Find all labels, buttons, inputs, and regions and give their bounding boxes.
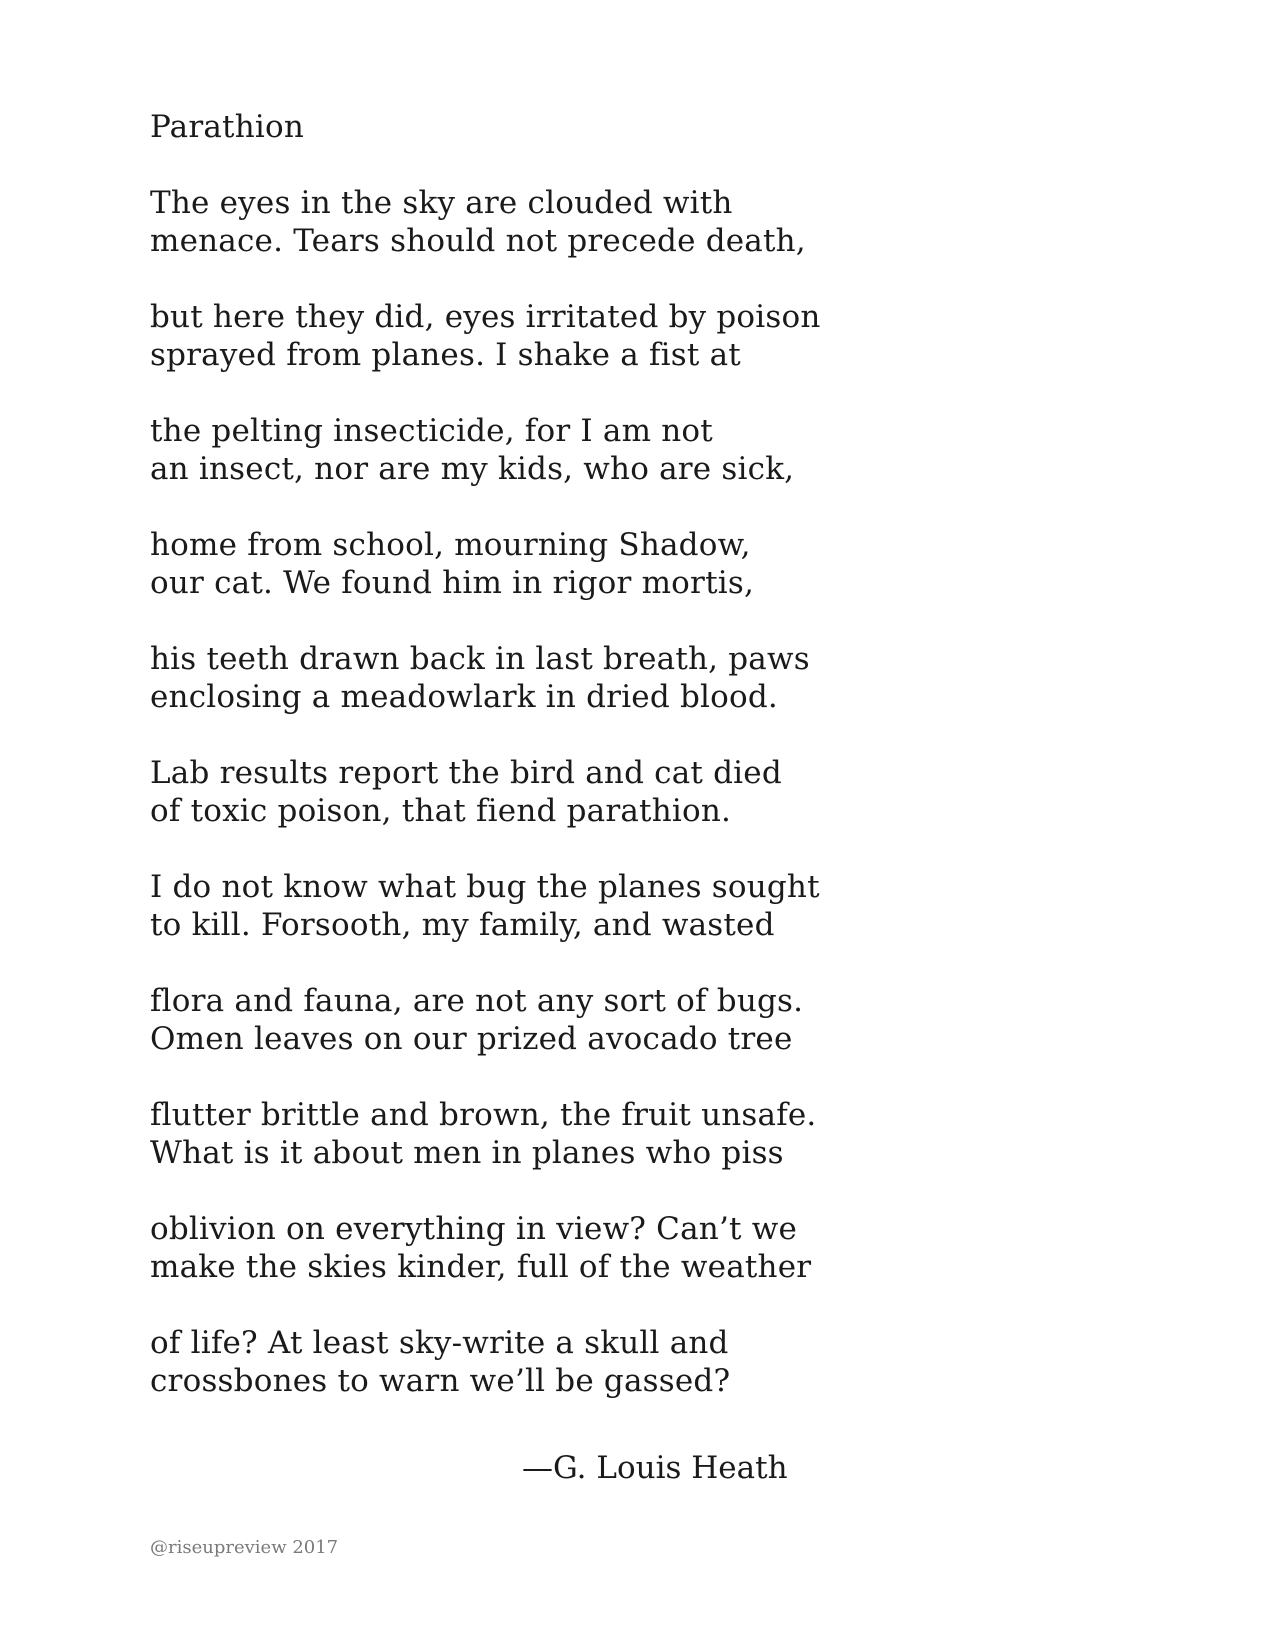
stanza <box>150 526 1050 602</box>
poem-line: to kill. Forsooth, my family, and wasted <box>150 907 775 943</box>
poem-line: of toxic poison, that fiend parathion. <box>150 793 732 829</box>
poem-line: of life? At least sky-write a skull and <box>150 1325 729 1361</box>
poem-line: our cat. We found him in rigor mortis, <box>150 565 755 601</box>
poem-title: Parathion <box>150 109 305 145</box>
stanza <box>150 982 1050 1058</box>
poem-line: crossbones to warn we’ll be gassed? <box>150 1363 731 1399</box>
poem-line: oblivion on everything in view? Can’t we <box>150 1211 797 1247</box>
stanza <box>150 298 1050 374</box>
poem-page <box>150 108 1050 1438</box>
poem-line: enclosing a meadowlark in dried blood. <box>150 679 778 715</box>
stanza <box>150 1210 1050 1286</box>
poem-line: sprayed from planes. I shake a fist at <box>150 337 741 373</box>
stanza <box>150 868 1050 944</box>
poem-line: flora and fauna, are not any sort of bugs. <box>150 983 804 1019</box>
poem-line: What is it about men in planes who piss <box>150 1135 784 1171</box>
stanza <box>150 1096 1050 1172</box>
poem-line: but here they did, eyes irritated by poison <box>150 299 821 335</box>
poem-line: make the skies kinder, full of the weather <box>150 1249 812 1285</box>
poem-author: —G. Louis Heath <box>522 1450 788 1486</box>
poem-line: The eyes in the sky are clouded with <box>150 185 733 221</box>
poem-line: the pelting insecticide, for I am not <box>150 413 713 449</box>
poem-line: home from school, mourning Shadow, <box>150 527 751 563</box>
footer-credit: @riseupreview 2017 <box>150 1537 339 1558</box>
stanza <box>150 640 1050 716</box>
stanza <box>150 1324 1050 1400</box>
poem-line: an insect, nor are my kids, who are sick, <box>150 451 795 487</box>
stanza <box>150 754 1050 830</box>
poem-line: flutter brittle and brown, the fruit unsafe. <box>150 1097 817 1133</box>
poem-line: menace. Tears should not precede death, <box>150 223 806 259</box>
poem-line: I do not know what bug the planes sought <box>150 869 820 905</box>
stanza <box>150 412 1050 488</box>
poem-line: his teeth drawn back in last breath, paws <box>150 641 810 677</box>
poem-line: Omen leaves on our prized avocado tree <box>150 1021 793 1057</box>
poem-line: Lab results report the bird and cat died <box>150 755 782 791</box>
stanza <box>150 184 1050 260</box>
